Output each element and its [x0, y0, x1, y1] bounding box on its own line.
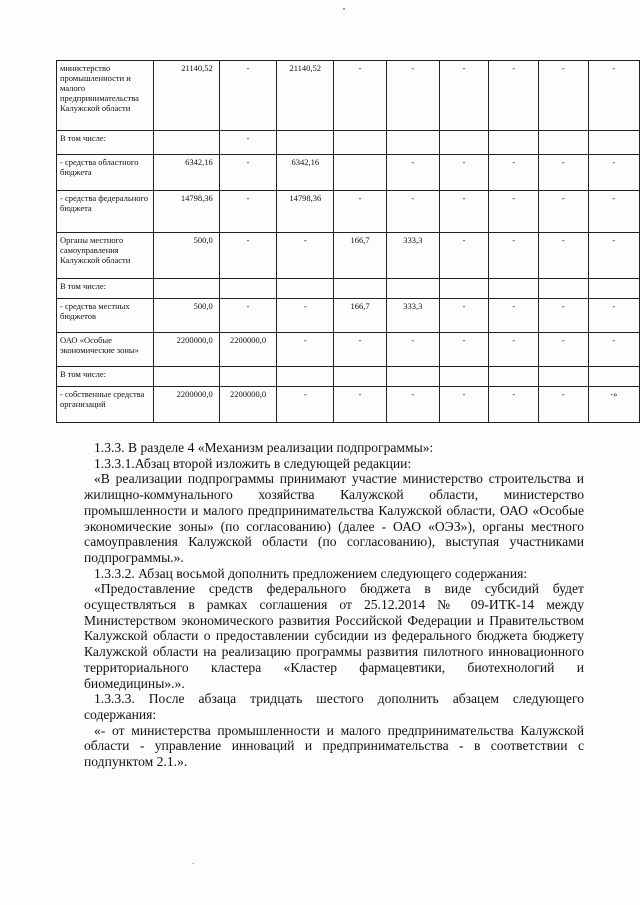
value-cell [334, 131, 387, 155]
value-cell: - [386, 155, 439, 191]
quoted-paragraph-participants: «В реализации подпрограммы принимают участие министерство строительства и жилищно-коммунального хозяйства Калужской области, министерство промышленности и малого предпринимательства Калужской области, ОАО «Особые экономические зоны» (по согласованию) (далее - ОАО «ОЭЗ»), органы местного самоуправления Калужской области (по согласованию), выступая участниками подпрограммы.». [84, 471, 584, 565]
value-cell: - [489, 387, 539, 423]
value-cell: - [489, 333, 539, 367]
value-cell: - [386, 387, 439, 423]
row-label-cell: В том числе: [57, 131, 154, 155]
value-cell: - [219, 233, 277, 279]
value-cell: 500,0 [153, 233, 219, 279]
value-cell: 333,3 [386, 299, 439, 333]
table-row [57, 61, 640, 131]
value-cell [386, 367, 439, 387]
row-label-cell: ОАО «Особые экономические зоны» [57, 333, 154, 367]
row-label-cell: - собственные средства организаций [57, 387, 154, 423]
value-cell [588, 367, 639, 387]
value-cell [489, 367, 539, 387]
table-row [57, 191, 640, 233]
row-label-cell: В том числе: [57, 279, 154, 299]
table-row [57, 155, 640, 191]
value-cell: - [439, 333, 489, 367]
value-cell: - [588, 61, 639, 131]
quoted-paragraph-federal-funds: «Предоставление средств федерального бюджета в виде субсидий будет осуществляться в рамках соглашения от 25.12.2014 № 09-ИТК-14 между Министерством экономического развития Российской Федерации и Правительством Калужской области о предоставлении субсидии из федерального бюджета бюджету Калужской области на реализацию программы развития пилотного инновационного территориального кластера «Кластер фармацевтики, биотехнологий и биомедицины».». [84, 581, 584, 691]
value-cell: - [439, 191, 489, 233]
value-cell [219, 367, 277, 387]
value-cell [538, 131, 588, 155]
value-cell: - [489, 191, 539, 233]
value-cell: - [588, 299, 639, 333]
table-row [57, 279, 640, 299]
value-cell [219, 279, 277, 299]
value-cell: - [439, 61, 489, 131]
value-cell: -» [588, 387, 639, 423]
value-cell: 166,7 [334, 299, 387, 333]
value-cell: 6342,16 [153, 155, 219, 191]
value-cell: - [489, 233, 539, 279]
value-cell: - [538, 61, 588, 131]
footer-mark: . [192, 856, 195, 866]
row-label-cell: - средства местных бюджетов [57, 299, 154, 333]
value-cell: - [277, 233, 334, 279]
value-cell [386, 279, 439, 299]
paragraph-1-3-3: 1.3.3. В разделе 4 «Механизм реализации подпрограммы»: [94, 440, 434, 455]
table-row [57, 131, 640, 155]
value-cell: - [538, 299, 588, 333]
row-label-cell: - средства федерального бюджета [57, 191, 154, 233]
value-cell [153, 279, 219, 299]
value-cell: 166,7 [334, 233, 387, 279]
paragraph-1-3-3-1: 1.3.3.1.Абзац второй изложить в следующей редакции: [94, 455, 412, 471]
value-cell [277, 367, 334, 387]
value-cell: 21140,52 [277, 61, 334, 131]
value-cell [538, 279, 588, 299]
table-row [57, 233, 640, 279]
table-row [57, 299, 640, 333]
value-cell [439, 279, 489, 299]
value-cell: 2200000,0 [219, 387, 277, 423]
value-cell [277, 131, 334, 155]
value-cell: - [219, 299, 277, 333]
value-cell [386, 131, 439, 155]
value-cell: 2200000,0 [219, 333, 277, 367]
value-cell [489, 279, 539, 299]
value-cell [588, 279, 639, 299]
value-cell [153, 367, 219, 387]
value-cell: - [489, 155, 539, 191]
value-cell: - [219, 155, 277, 191]
amendment-text [84, 440, 584, 770]
value-cell: - [334, 387, 387, 423]
table-row [57, 387, 640, 423]
value-cell: - [439, 233, 489, 279]
value-cell [439, 131, 489, 155]
value-cell [538, 367, 588, 387]
value-cell: - [439, 299, 489, 333]
value-cell: - [588, 333, 639, 367]
value-cell: - [538, 191, 588, 233]
value-cell [153, 131, 219, 155]
value-cell: 333,3 [386, 233, 439, 279]
value-cell: - [538, 387, 588, 423]
value-cell: - [386, 333, 439, 367]
value-cell: 2200000,0 [153, 333, 219, 367]
value-cell [334, 155, 387, 191]
row-label-cell: Органы местного самоуправления Калужской области [57, 233, 154, 279]
scan-speck [343, 8, 345, 10]
value-cell: - [489, 299, 539, 333]
row-label-cell: В том числе: [57, 367, 154, 387]
row-label-cell: министерство промышленности и малого предпринимательства Калужской области [57, 61, 154, 131]
value-cell: - [489, 61, 539, 131]
value-cell: 500,0 [153, 299, 219, 333]
paragraph-1-3-3-2: 1.3.3.2. Абзац восьмой дополнить предложением следующего содержания: [94, 565, 528, 581]
value-cell: - [386, 191, 439, 233]
value-cell: - [277, 387, 334, 423]
value-cell: 14798,36 [277, 191, 334, 233]
value-cell: - [219, 131, 277, 155]
value-cell [588, 131, 639, 155]
quoted-paragraph-ministry: «- от министерства промышленности и малого предпринимательства Калужской области - управление инноваций и предпринимательства - в соответствии с подпунктом 2.1.». [84, 722, 584, 770]
value-cell: - [219, 191, 277, 233]
value-cell: - [277, 299, 334, 333]
value-cell: - [538, 155, 588, 191]
table-row [57, 333, 640, 367]
value-cell: - [439, 155, 489, 191]
value-cell: - [334, 191, 387, 233]
value-cell: - [538, 233, 588, 279]
value-cell: - [277, 333, 334, 367]
value-cell: - [334, 333, 387, 367]
value-cell: - [386, 61, 439, 131]
row-label-cell: - средства областного бюджета [57, 155, 154, 191]
value-cell: 2200000,0 [153, 387, 219, 423]
value-cell [439, 367, 489, 387]
value-cell: - [538, 333, 588, 367]
value-cell: 21140,52 [153, 61, 219, 131]
funding-table [56, 60, 640, 423]
value-cell: - [439, 387, 489, 423]
value-cell: - [588, 155, 639, 191]
value-cell: 14798,36 [153, 191, 219, 233]
paragraph-1-3-3-3: 1.3.3.3. После абзаца тридцать шестого дополнить абзацем следующего содержания: [84, 691, 584, 722]
value-cell [277, 279, 334, 299]
value-cell [489, 131, 539, 155]
value-cell: - [334, 61, 387, 131]
value-cell: - [588, 191, 639, 233]
value-cell: 6342,16 [277, 155, 334, 191]
table-row [57, 367, 640, 387]
value-cell: - [219, 61, 277, 131]
value-cell [334, 279, 387, 299]
value-cell [334, 367, 387, 387]
value-cell: - [588, 233, 639, 279]
